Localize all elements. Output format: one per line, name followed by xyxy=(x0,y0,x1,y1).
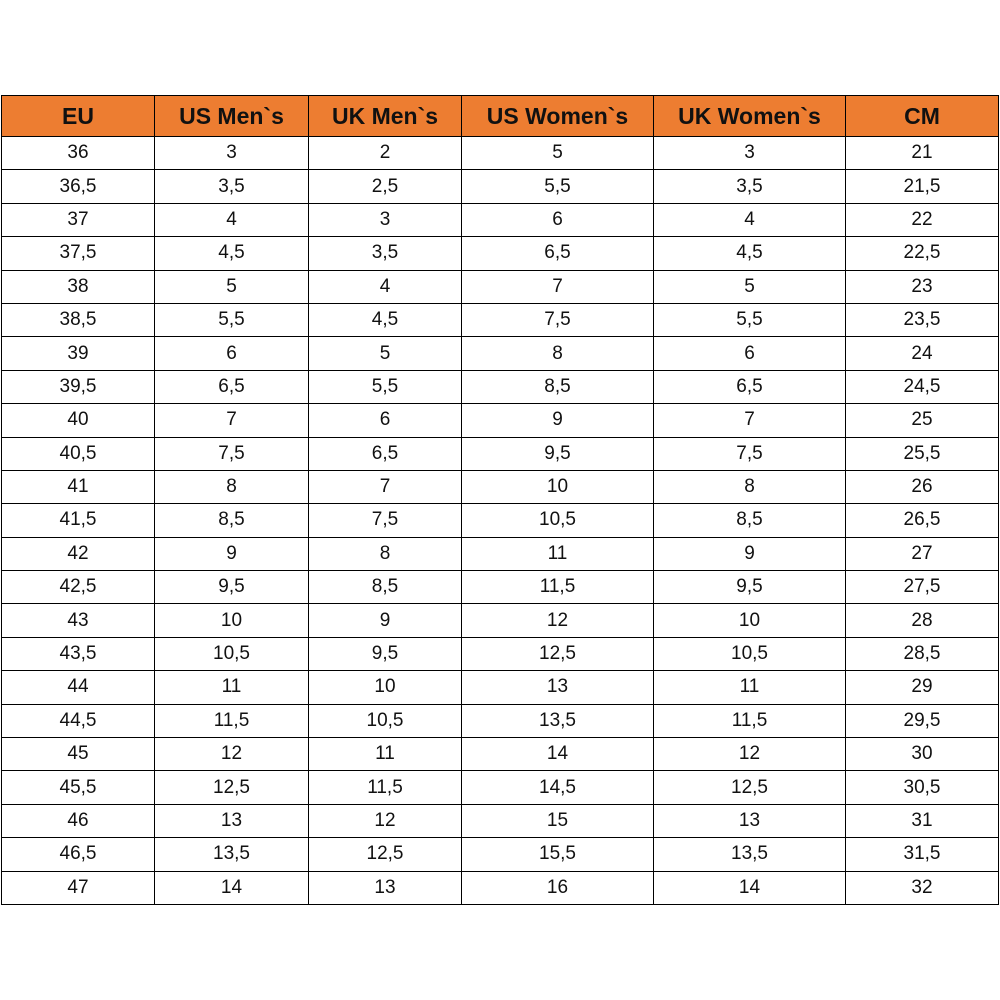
cell-uk-mens: 7,5 xyxy=(309,504,462,537)
cell-uk-womens: 14 xyxy=(654,871,846,904)
table-row xyxy=(2,137,999,170)
cell-uk-mens: 7 xyxy=(309,470,462,503)
cell-uk-womens: 6,5 xyxy=(654,370,846,403)
table-row xyxy=(2,203,999,236)
table-row xyxy=(2,270,999,303)
cell-us-womens: 8,5 xyxy=(462,370,654,403)
cell-eu: 42,5 xyxy=(2,571,155,604)
cell-us-womens: 7,5 xyxy=(462,303,654,336)
cell-eu: 36 xyxy=(2,137,155,170)
cell-us-mens: 4,5 xyxy=(155,237,309,270)
cell-eu: 40,5 xyxy=(2,437,155,470)
table-row xyxy=(2,437,999,470)
cell-us-womens: 16 xyxy=(462,871,654,904)
cell-us-womens: 10,5 xyxy=(462,504,654,537)
size-conversion-table xyxy=(1,95,999,905)
cell-uk-womens: 10 xyxy=(654,604,846,637)
cell-uk-mens: 6 xyxy=(309,404,462,437)
cell-uk-mens: 4,5 xyxy=(309,303,462,336)
cell-us-mens: 3,5 xyxy=(155,170,309,203)
cell-us-womens: 5 xyxy=(462,137,654,170)
cell-uk-womens: 9 xyxy=(654,537,846,570)
cell-uk-mens: 5 xyxy=(309,337,462,370)
cell-cm: 28,5 xyxy=(846,637,999,670)
cell-cm: 29,5 xyxy=(846,704,999,737)
cell-us-mens: 7 xyxy=(155,404,309,437)
cell-eu: 37 xyxy=(2,203,155,236)
cell-uk-mens: 8,5 xyxy=(309,571,462,604)
cell-eu: 45,5 xyxy=(2,771,155,804)
cell-eu: 39 xyxy=(2,337,155,370)
cell-us-womens: 15,5 xyxy=(462,838,654,871)
cell-uk-womens: 3 xyxy=(654,137,846,170)
cell-uk-mens: 9 xyxy=(309,604,462,637)
table-row xyxy=(2,871,999,904)
cell-us-mens: 12 xyxy=(155,738,309,771)
cell-us-womens: 11 xyxy=(462,537,654,570)
cell-cm: 25,5 xyxy=(846,437,999,470)
header-row xyxy=(2,96,999,137)
cell-eu: 41 xyxy=(2,470,155,503)
table-row xyxy=(2,537,999,570)
cell-cm: 30 xyxy=(846,738,999,771)
cell-cm: 31 xyxy=(846,804,999,837)
table-row xyxy=(2,237,999,270)
cell-uk-womens: 5 xyxy=(654,270,846,303)
cell-cm: 29 xyxy=(846,671,999,704)
cell-uk-womens: 7,5 xyxy=(654,437,846,470)
cell-uk-mens: 8 xyxy=(309,537,462,570)
table-row xyxy=(2,337,999,370)
cell-us-womens: 12,5 xyxy=(462,637,654,670)
cell-uk-womens: 6 xyxy=(654,337,846,370)
cell-uk-womens: 7 xyxy=(654,404,846,437)
cell-us-womens: 7 xyxy=(462,270,654,303)
cell-cm: 23,5 xyxy=(846,303,999,336)
table-row xyxy=(2,470,999,503)
cell-us-womens: 14,5 xyxy=(462,771,654,804)
cell-us-mens: 3 xyxy=(155,137,309,170)
table-header xyxy=(2,96,999,137)
cell-us-womens: 12 xyxy=(462,604,654,637)
cell-uk-womens: 12 xyxy=(654,738,846,771)
cell-cm: 30,5 xyxy=(846,771,999,804)
table-row xyxy=(2,704,999,737)
cell-uk-mens: 10,5 xyxy=(309,704,462,737)
cell-uk-mens: 13 xyxy=(309,871,462,904)
cell-cm: 21 xyxy=(846,137,999,170)
cell-cm: 31,5 xyxy=(846,838,999,871)
cell-uk-mens: 3 xyxy=(309,203,462,236)
cell-uk-womens: 13,5 xyxy=(654,838,846,871)
cell-uk-womens: 5,5 xyxy=(654,303,846,336)
cell-eu: 41,5 xyxy=(2,504,155,537)
cell-cm: 32 xyxy=(846,871,999,904)
cell-uk-womens: 4,5 xyxy=(654,237,846,270)
table-row xyxy=(2,370,999,403)
cell-uk-womens: 11,5 xyxy=(654,704,846,737)
cell-us-mens: 8,5 xyxy=(155,504,309,537)
table-row xyxy=(2,404,999,437)
cell-uk-womens: 3,5 xyxy=(654,170,846,203)
cell-us-womens: 8 xyxy=(462,337,654,370)
cell-us-mens: 8 xyxy=(155,470,309,503)
table-row xyxy=(2,804,999,837)
cell-uk-womens: 11 xyxy=(654,671,846,704)
cell-eu: 43,5 xyxy=(2,637,155,670)
cell-us-mens: 9 xyxy=(155,537,309,570)
cell-eu: 44,5 xyxy=(2,704,155,737)
cell-cm: 22 xyxy=(846,203,999,236)
column-header-uk-mens: UK Men`s xyxy=(309,96,462,137)
cell-us-mens: 10,5 xyxy=(155,637,309,670)
cell-us-womens: 10 xyxy=(462,470,654,503)
cell-us-womens: 14 xyxy=(462,738,654,771)
cell-uk-womens: 9,5 xyxy=(654,571,846,604)
cell-cm: 26 xyxy=(846,470,999,503)
cell-uk-mens: 12,5 xyxy=(309,838,462,871)
table-row xyxy=(2,571,999,604)
cell-uk-womens: 8 xyxy=(654,470,846,503)
column-header-uk-womens: UK Women`s xyxy=(654,96,846,137)
cell-us-mens: 11 xyxy=(155,671,309,704)
cell-eu: 37,5 xyxy=(2,237,155,270)
cell-us-mens: 11,5 xyxy=(155,704,309,737)
cell-us-womens: 15 xyxy=(462,804,654,837)
cell-us-womens: 5,5 xyxy=(462,170,654,203)
cell-cm: 26,5 xyxy=(846,504,999,537)
cell-cm: 28 xyxy=(846,604,999,637)
cell-us-womens: 9,5 xyxy=(462,437,654,470)
cell-uk-mens: 12 xyxy=(309,804,462,837)
cell-eu: 47 xyxy=(2,871,155,904)
cell-eu: 46 xyxy=(2,804,155,837)
cell-uk-mens: 4 xyxy=(309,270,462,303)
table-row xyxy=(2,504,999,537)
column-header-us-mens: US Men`s xyxy=(155,96,309,137)
table-row xyxy=(2,771,999,804)
cell-eu: 45 xyxy=(2,738,155,771)
table-row xyxy=(2,671,999,704)
cell-cm: 25 xyxy=(846,404,999,437)
cell-cm: 24,5 xyxy=(846,370,999,403)
cell-eu: 39,5 xyxy=(2,370,155,403)
cell-eu: 36,5 xyxy=(2,170,155,203)
cell-us-mens: 5,5 xyxy=(155,303,309,336)
table-row xyxy=(2,738,999,771)
table-row xyxy=(2,170,999,203)
cell-uk-mens: 11 xyxy=(309,738,462,771)
cell-uk-womens: 8,5 xyxy=(654,504,846,537)
cell-eu: 42 xyxy=(2,537,155,570)
cell-us-womens: 13 xyxy=(462,671,654,704)
cell-cm: 27 xyxy=(846,537,999,570)
table-row xyxy=(2,637,999,670)
cell-us-mens: 5 xyxy=(155,270,309,303)
cell-cm: 24 xyxy=(846,337,999,370)
cell-uk-mens: 2,5 xyxy=(309,170,462,203)
cell-us-mens: 10 xyxy=(155,604,309,637)
cell-us-mens: 13,5 xyxy=(155,838,309,871)
cell-uk-mens: 10 xyxy=(309,671,462,704)
cell-us-womens: 6,5 xyxy=(462,237,654,270)
cell-cm: 27,5 xyxy=(846,571,999,604)
cell-eu: 46,5 xyxy=(2,838,155,871)
cell-uk-mens: 5,5 xyxy=(309,370,462,403)
cell-eu: 40 xyxy=(2,404,155,437)
cell-us-womens: 13,5 xyxy=(462,704,654,737)
cell-uk-mens: 11,5 xyxy=(309,771,462,804)
table-body xyxy=(2,137,999,905)
cell-uk-womens: 13 xyxy=(654,804,846,837)
cell-us-womens: 11,5 xyxy=(462,571,654,604)
column-header-us-womens: US Women`s xyxy=(462,96,654,137)
cell-us-womens: 6 xyxy=(462,203,654,236)
cell-us-womens: 9 xyxy=(462,404,654,437)
cell-eu: 44 xyxy=(2,671,155,704)
column-header-eu: EU xyxy=(2,96,155,137)
cell-us-mens: 6,5 xyxy=(155,370,309,403)
cell-us-mens: 4 xyxy=(155,203,309,236)
cell-us-mens: 12,5 xyxy=(155,771,309,804)
cell-us-mens: 9,5 xyxy=(155,571,309,604)
cell-uk-mens: 6,5 xyxy=(309,437,462,470)
cell-cm: 23 xyxy=(846,270,999,303)
cell-us-mens: 14 xyxy=(155,871,309,904)
cell-us-mens: 13 xyxy=(155,804,309,837)
cell-uk-mens: 3,5 xyxy=(309,237,462,270)
cell-us-mens: 6 xyxy=(155,337,309,370)
table-row xyxy=(2,604,999,637)
cell-cm: 21,5 xyxy=(846,170,999,203)
cell-eu: 38 xyxy=(2,270,155,303)
cell-uk-womens: 4 xyxy=(654,203,846,236)
column-header-cm: CM xyxy=(846,96,999,137)
cell-us-mens: 7,5 xyxy=(155,437,309,470)
table-row xyxy=(2,303,999,336)
cell-uk-womens: 12,5 xyxy=(654,771,846,804)
cell-uk-mens: 9,5 xyxy=(309,637,462,670)
cell-eu: 38,5 xyxy=(2,303,155,336)
cell-uk-womens: 10,5 xyxy=(654,637,846,670)
cell-eu: 43 xyxy=(2,604,155,637)
table-row xyxy=(2,838,999,871)
cell-uk-mens: 2 xyxy=(309,137,462,170)
cell-cm: 22,5 xyxy=(846,237,999,270)
